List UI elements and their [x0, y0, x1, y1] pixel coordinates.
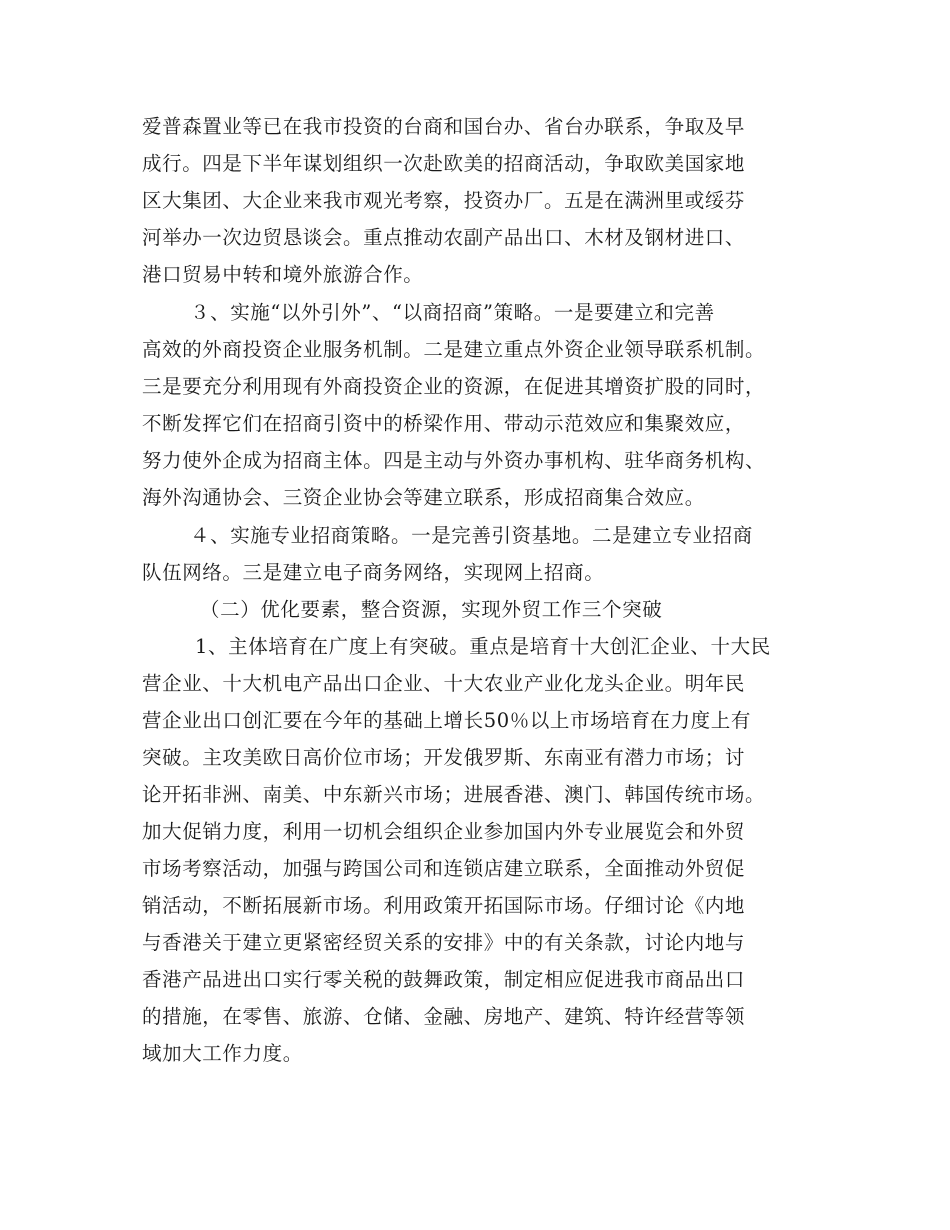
- paragraph-heading-4: ４、实施专业招商策略。一是完善引资基地。二是建立专业招商: [190, 524, 753, 547]
- section-heading: （二）优化要素，整合资源，实现外贸工作三个突破: [200, 598, 663, 621]
- text-line: 论开拓非洲、南美、中东新兴市场；进展香港、澳门、韩国传统市场。: [142, 783, 766, 806]
- text-line: 河举办一次边贸恳谈会。重点推动农副产品出口、木材及钢材进口、: [142, 226, 746, 249]
- text-line: 三是要充分利用现有外商投资企业的资源，在促进其增资扩股的同时，: [142, 375, 766, 398]
- text-line: 加大促销力度，利用一切机会组织企业参加国内外专业展览会和外贸: [142, 820, 746, 843]
- text-line: 突破。主攻美欧日高价位市场；开发俄罗斯、东南亚有潜力市场；讨: [142, 746, 746, 769]
- text-line: 不断发挥它们在招商引资中的桥梁作用、带动示范效应和集聚效应，: [142, 412, 746, 435]
- paragraph-heading-3: ３、实施“以外引外”、“以商招商”策略。一是要建立和完善: [190, 301, 715, 324]
- text-line: 爱普森置业等已在我市投资的台商和国台办、省台办联系，争取及早: [142, 115, 746, 138]
- text-line: 成行。四是下半年谋划组织一次赴欧美的招商活动，争取欧美国家地: [142, 152, 746, 175]
- text-line: 海外沟通协会、三资企业协会等建立联系，形成招商集合效应。: [142, 486, 705, 509]
- text-line: 销活动，不断拓展新市场。利用政策开拓国际市场。仔细讨论《内地: [142, 894, 746, 917]
- paragraph-heading-1: 1、主体培育在广度上有突破。重点是培育十大创汇企业、十大民: [195, 635, 771, 658]
- text-line: 队伍网络。三是建立电子商务网络，实现网上招商。: [142, 561, 605, 584]
- text-line: 努力使外企成为招商主体。四是主动与外资办事机构、驻华商务机构、: [142, 449, 766, 472]
- text-line: 与香港关于建立更紧密经贸关系的安排》中的有关条款，讨论内地与: [142, 931, 746, 954]
- text-line: 的措施，在零售、旅游、仓储、金融、房地产、建筑、特许经营等领: [142, 1005, 746, 1028]
- text-line: 区大集团、大企业来我市观光考察，投资办厂。五是在满洲里或绥芬: [142, 189, 746, 212]
- text-line: 域加大工作力度。: [142, 1042, 303, 1065]
- text-line: 高效的外商投资企业服务机制。二是建立重点外资企业领导联系机制。: [142, 338, 766, 361]
- text-line: 营企业出口创汇要在今年的基础上增长50％以上市场培育在力度上有: [142, 709, 751, 732]
- text-line: 营企业、十大机电产品出口企业、十大农业产业化龙头企业。明年民: [142, 672, 746, 695]
- text-line: 香港产品进出口实行零关税的鼓舞政策，制定相应促进我市商品出口: [142, 968, 746, 991]
- text-line: 港口贸易中转和境外旅游合作。: [142, 263, 424, 286]
- text-line: 市场考察活动，加强与跨国公司和连锁店建立联系，全面推动外贸促: [142, 857, 746, 880]
